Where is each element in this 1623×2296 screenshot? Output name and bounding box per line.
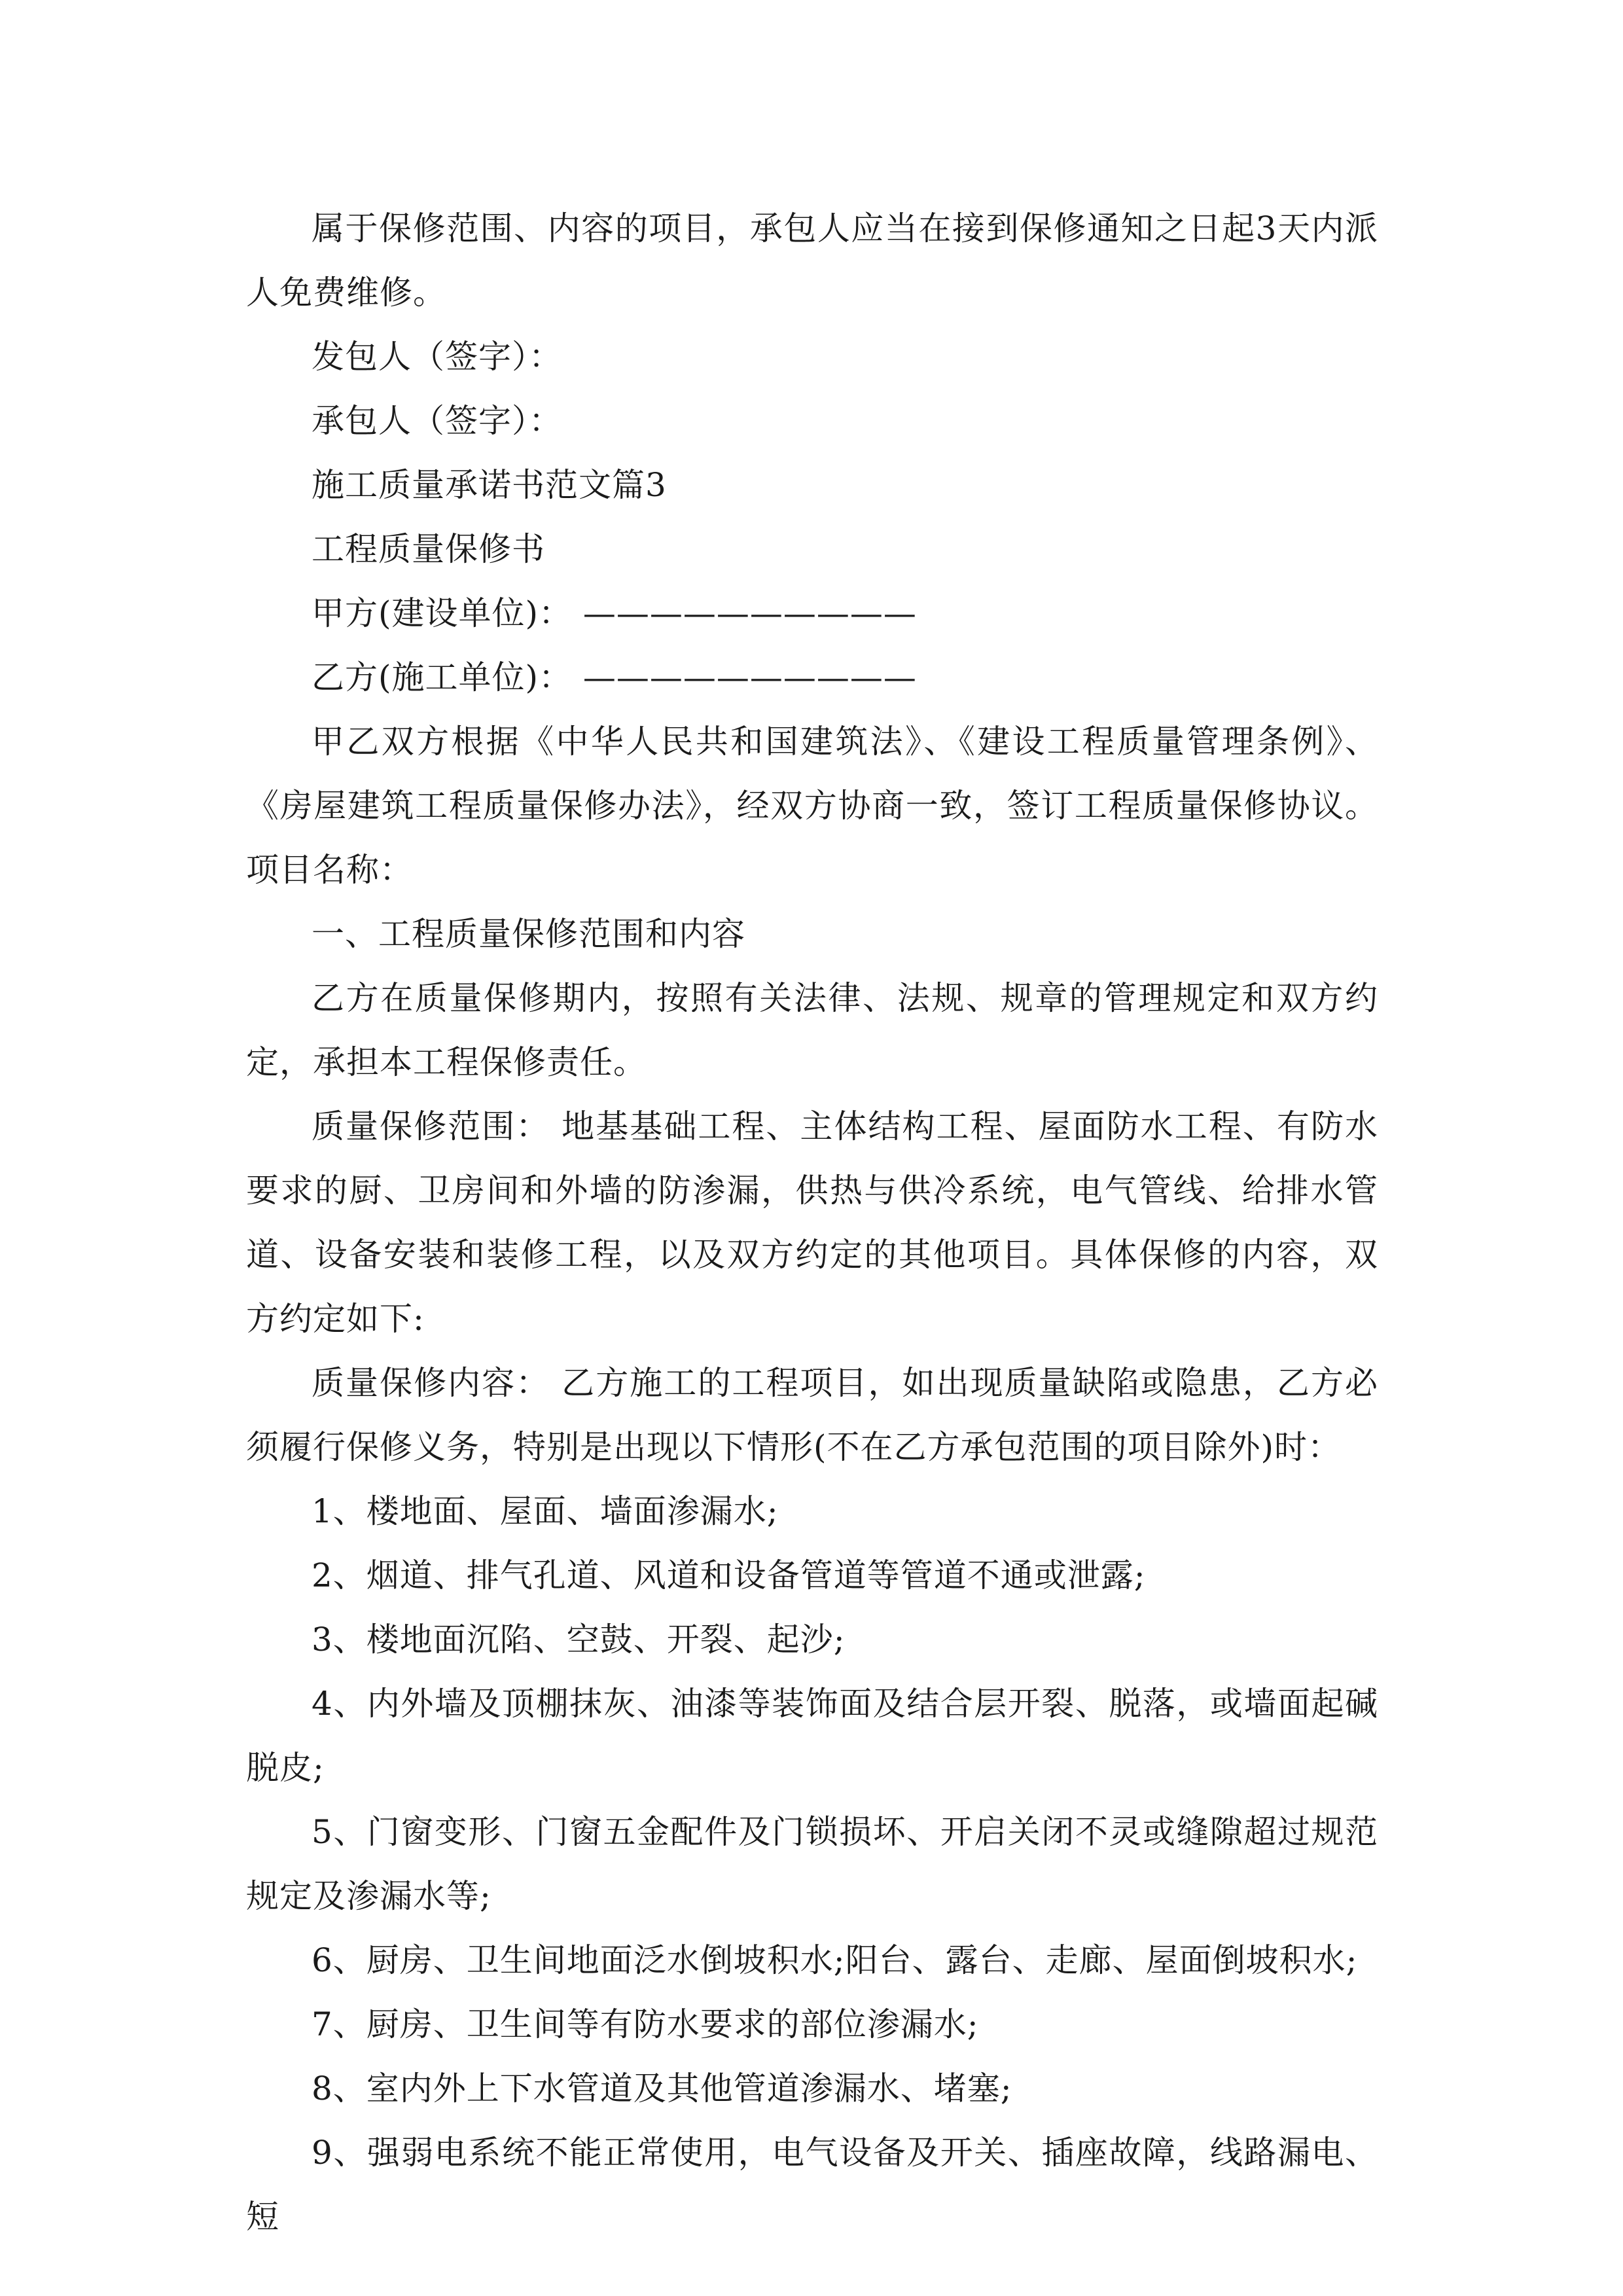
- list-item-9: 9、强弱电系统不能正常使用，电气设备及开关、插座故障，线路漏电、短: [246, 2134, 1378, 2236]
- list-item-6: 6、厨房、卫生间地面泛水倒坡积水;阳台、露台、走廊、屋面倒坡积水;: [312, 1941, 1358, 1979]
- paragraph-legal-basis: 甲乙双方根据《中华人民共和国建筑法》、《建设工程质量管理条例》、《房屋建筑工程质量保修办法》，经双方协商一致，签订工程质量保修协议。项目名称：: [246, 723, 1378, 889]
- paragraph-warranty-repair: 属于保修范围、内容的项目，承包人应当在接到保修通知之日起3天内派人免费维修。: [246, 209, 1378, 312]
- document-title: 工程质量保修书: [312, 530, 545, 568]
- party-a-line: 甲方(建设单位)： ——————————: [312, 594, 917, 632]
- list-item-3: 3、楼地面沉陷、空鼓、开裂、起沙;: [312, 1621, 846, 1659]
- heading-scope-and-content: 一、工程质量保修范围和内容: [312, 915, 745, 953]
- party-b-line: 乙方(施工单位)： ——————————: [312, 658, 917, 696]
- paragraph-contractor-signature: 承包人（签字）：: [312, 402, 562, 440]
- paragraph-warranty-content: 质量保修内容： 乙方施工的工程项目，如出现质量缺陷或隐患，乙方必须履行保修义务，特别是出现以下情形(不在乙方承包范围的项目除外)时：: [246, 1364, 1378, 1466]
- list-item-2: 2、烟道、排气孔道、风道和设备管道等管道不通或泄露;: [312, 1556, 1146, 1594]
- paragraph-employer-signature: 发包人（签字）：: [312, 338, 562, 376]
- section-title: 施工质量承诺书范文篇3: [312, 466, 667, 504]
- list-item-1: 1、楼地面、屋面、墙面渗漏水;: [312, 1492, 779, 1530]
- list-item-7: 7、厨房、卫生间等有防水要求的部位渗漏水;: [312, 2005, 979, 2043]
- paragraph-warranty-scope: 质量保修范围： 地基基础工程、主体结构工程、屋面防水工程、有防水要求的厨、卫房间和外墙的防渗漏，供热与供冷系统，电气管线、给排水管道、设备安装和装修工程，以及双方约定的其他项目。具体保修的内容，双方约定如下:: [246, 1107, 1378, 1338]
- document-body: [246, 196, 1378, 2249]
- paragraph-warranty-responsibility: 乙方在质量保修期内，按照有关法律、法规、规章的管理规定和双方约定，承担本工程保修责任。: [246, 979, 1378, 1081]
- list-item-5: 5、门窗变形、门窗五金配件及门锁损坏、开启关闭不灵或缝隙超过规范规定及渗漏水等;: [246, 1813, 1378, 1915]
- list-item-8: 8、室内外上下水管道及其他管道渗漏水、堵塞;: [312, 2070, 1012, 2108]
- list-item-4: 4、内外墙及顶棚抹灰、油漆等装饰面及结合层开裂、脱落，或墙面起碱脱皮;: [246, 1685, 1378, 1787]
